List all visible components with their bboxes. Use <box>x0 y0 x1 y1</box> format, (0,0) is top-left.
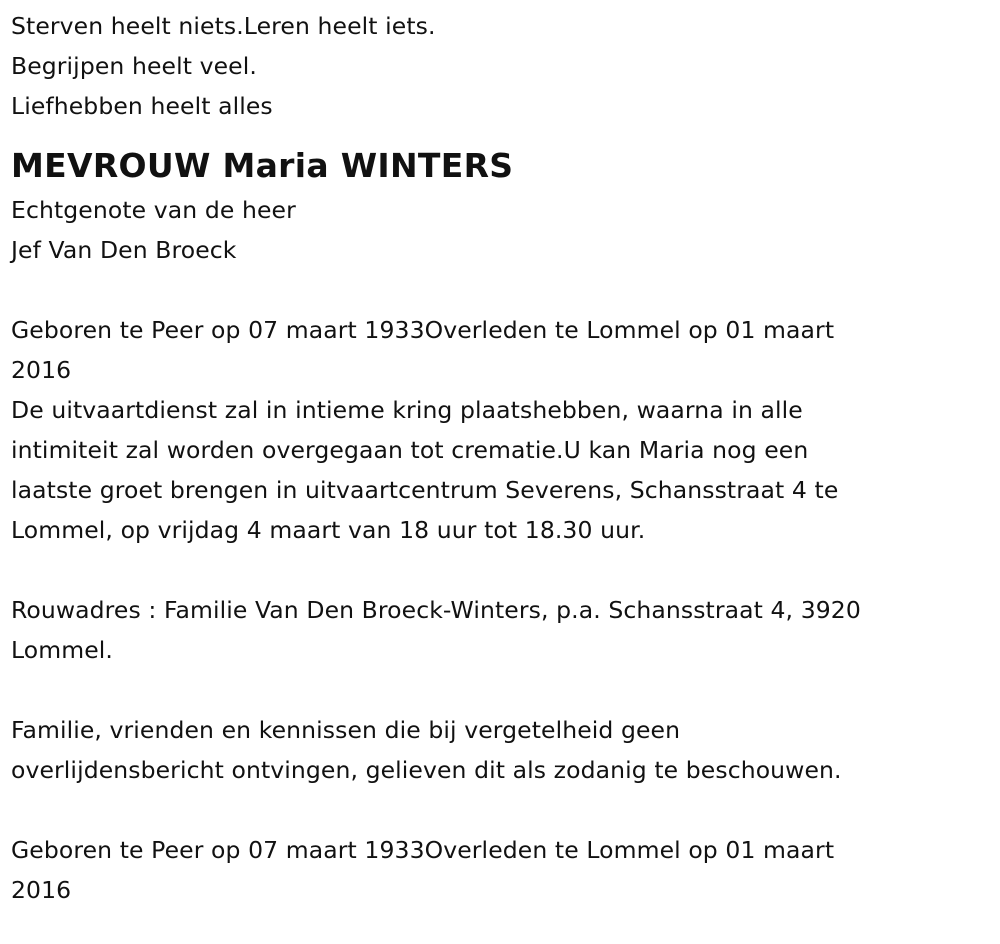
birth-death-block <box>11 310 986 390</box>
birth-death-line: 2016 <box>11 876 72 904</box>
service-block <box>11 390 986 550</box>
notice-block <box>11 710 986 790</box>
poem-line: Liefhebben heelt alles <box>11 92 273 120</box>
obituary-document <box>11 6 986 910</box>
spacer <box>11 790 986 830</box>
service-line: laatste groet brengen in uitvaartcentrum Severens, Schansstraat 4 te <box>11 476 839 504</box>
service-line: intimiteit zal worden overgegaan tot crematie.U kan Maria nog een <box>11 436 809 464</box>
poem-line: Sterven heelt niets.Leren heelt iets. <box>11 12 436 40</box>
spacer <box>11 670 986 710</box>
poem-line: Begrijpen heelt veel. <box>11 52 257 80</box>
spacer <box>11 550 986 590</box>
service-line: De uitvaartdienst zal in intieme kring plaatshebben, waarna in alle <box>11 396 803 424</box>
address-line: Rouwadres : Familie Van Den Broeck-Winters, p.a. Schansstraat 4, 3920 <box>11 596 861 624</box>
spouse-line: Jef Van Den Broeck <box>11 236 237 264</box>
address-block <box>11 590 986 670</box>
birth-death-line: 2016 <box>11 356 72 384</box>
spouse-block <box>11 190 986 270</box>
birth-death-line: Geboren te Peer op 07 maart 1933Overleden te Lommel op 01 maart <box>11 316 835 344</box>
birth-death-line: Geboren te Peer op 07 maart 1933Overleden te Lommel op 01 maart <box>11 836 835 864</box>
spacer <box>11 270 986 310</box>
deceased-name-heading: MEVROUW Maria WINTERS <box>11 146 514 185</box>
address-line: Lommel. <box>11 636 113 664</box>
notice-line: Familie, vrienden en kennissen die bij vergetelheid geen <box>11 716 681 744</box>
spouse-line: Echtgenote van de heer <box>11 196 296 224</box>
notice-line: overlijdensbericht ontvingen, gelieven dit als zodanig te beschouwen. <box>11 756 842 784</box>
poem-block <box>11 6 986 126</box>
birth-death-block-repeat <box>11 830 986 910</box>
service-line: Lommel, op vrijdag 4 maart van 18 uur tot 18.30 uur. <box>11 516 646 544</box>
spacer <box>11 126 986 144</box>
